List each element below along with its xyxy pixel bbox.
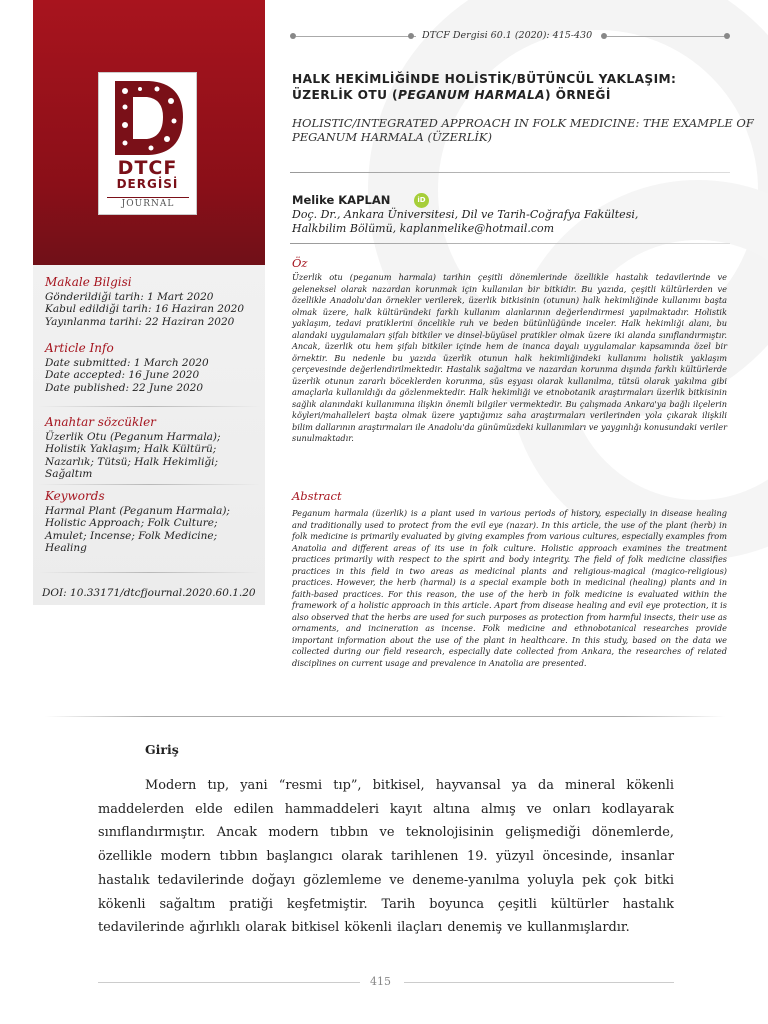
journal-logo (98, 72, 197, 215)
orcid-icon[interactable]: iD (414, 193, 429, 208)
abstract-heading: Abstract (292, 489, 342, 503)
logo-d-emblem (107, 77, 189, 157)
article-title (292, 71, 752, 103)
oz-text: Üzerlik otu (peganum harmala) tarihin çeşitli dönemlerinde özellikle hastalık tedavilerinde ve geleneksel olarak nazardan korunmak için kullanılan bir bitkidir. Bu yazıda, çeşitli kültürlerden ve özellikle Anadolu'dan örnekler verilerek, üzerlik bitkisinin (otunun) halk hekimliğinde kullanımı başta olmak üzere, halk kültüründeki farklı kullanım alanlarının değerlendirmesi yapılmaktadır. Holistik yaklaşım, tedavi pratiklerini öncelikle ruh ve beden bütünlüğünde inceler. Halk hekimliği alanı, bu alandaki uygulamaları şifalı bitkiler ve dinsel-büyüsel pratikler olmak üzere iki alanda sınıflandırmıştır. Ancak, üzerlik otu hem şifalı bitkiler içinde hem de inanca dayalı uygulamalar kapsamında özel bir örnektir. Bu nedenle bu yazıda üzerlik otunun halk hekimliğindeki kullanımı holistik yaklaşım çerçevesinde değerlendirilmektedir. Hastalık sağaltma ve nazardan korunma dışında farklı kültürlerde üzerlik otunun zararlı böceklerden korunma, süs eşyası olarak kullanılma, tütsü olarak yakılma gibi amaçlarla kullanıldığı da gözlenmektedir. Halk hekimliği ve etnobotanik araştırmaları üzerlik bitkisinin sağlık alanındaki kullanımına ilişkin önemli bilgiler vermektedir. Bu çalışmada Ankara'ya bağlı ilçelerin köyleri/mahalleleri başta olmak üzere yaptığımız saha araştırmaları verilerinden yola çıkarak ilişkili bilim dallarının araştırmaları ile Anadolu'da günümüzdeki kullanımları ve yaygınlığı konusundaki veriler sunulmaktadır. (292, 272, 727, 443)
author-affiliation (292, 208, 732, 235)
keywords-line: Healing (45, 542, 87, 554)
doi-link[interactable]: DOI: 10.33171/dtcfjournal.2020.60.1.20 (42, 587, 256, 599)
keywords-line: Holistic Approach; Folk Culture; (45, 517, 218, 529)
affiliation-line: Halkbilim Bölümü, kaplanmelike@hotmail.com (292, 221, 555, 235)
abstract-text: Peganum harmala (üzerlik) is a plant used in various periods of history, especially in disease healing and traditionally used to protect from the evil eye (nazar). In this article, the use of the plant (herb) in folk medicine is primarily evaluated by giving examples from various cultures, especially examples from Anatolia and different areas of its use in folk culture. Holistic approach examines the treatment practices primarily with respect to the spirit and body integrity. The field of folk medicine classifies practices in this field in two areas as medicinal plants and religious-magical (magico-religious) practices. However, the herb (harmal) is a special example both in medicinal (healing) plants and in faith-based practices. For this reason, the use of the herb in folk medicine is evaluated within the framework of a holistic approach in this article. Apart from disease healing and evil eye protection, it is also observed that the herbs are used for such purposes as protection from harmful insects, their use as ornaments, and incineration as incense. Folk medicine and ethnobotanical researches provide important information about the use of the plant in healthcare. In this study, based on the data we collected during our field research, especially date collected from Ankara, the researches of related disciplines on current usage and prevalence in Anatolia are presented. (292, 508, 727, 668)
header-rule-left (296, 36, 416, 37)
article-subtitle: HOLISTIC/INTEGRATED APPROACH IN FOLK MEDICINE: THE EXAMPLE OF PEGANUM HARMALA (ÜZERLİK) (292, 116, 754, 144)
author-divider (290, 243, 730, 244)
makale-bilgisi-line: Kabul edildiği tarih: 16 Haziran 2020 (45, 303, 245, 315)
anahtar-line: Nazarlık; Tütsü; Halk Hekimliği; (45, 455, 219, 468)
anahtar-line: Üzerlik Otu (Peganum Harmala); (45, 430, 221, 443)
sidebar-anahtar-sozcukler (45, 416, 260, 481)
logo-dergisi-text: DERGİSİ (116, 177, 179, 191)
title-part: ) ÖRNEĞİ (544, 88, 611, 102)
header-dot (408, 33, 414, 39)
page-number: 415 (370, 975, 391, 988)
title-italic-part: PEGANUM HARMALA (398, 88, 545, 102)
anahtar-line: Sağaltım (45, 468, 93, 480)
body-paragraph: Modern tıp, yani “resmi tıp”, bitkisel, hayvansal ya da mineral kökenli maddelerden elde edilen hammaddeleri kayıt altına almış ve onları kodlayarak sınıflandırmıştır. Ancak modern tıbbın ve teknolojisinin gelişmediği dönemlerde, özellikle modern tıbbın başlangıcı olarak tarihlenen 19. yüzyıl öncesinde, insanlar hastalık tedavilerinde doğayı gözlemleme ve deneme-yanılma yoluyla pek çok bitki kökenli sağaltım pratiği keşfetmiştir. Tarih boyunca çeşitli kültürler hastalık tedavilerinde ağırlıklı olarak bitkisel kökenli ilaçları denemiş ve kullanmışlardır. (98, 778, 674, 936)
article-info-heading: Article Info (45, 341, 114, 355)
affiliation-line: Doç. Dr., Ankara Üniversitesi, Dil ve Tarih-Coğrafya Fakültesi, (292, 208, 639, 221)
article-info-line: Date submitted: 1 March 2020 (45, 356, 209, 369)
article-info-line: Date published: 22 June 2020 (45, 381, 204, 394)
logo-dtcf-text: DTCF (117, 157, 178, 179)
footer-rule-left (98, 982, 360, 983)
keywords-line: Amulet; Incense; Folk Medicine; (45, 529, 218, 542)
sidebar-keywords (45, 490, 260, 555)
title-line-1: HALK HEKİMLİĞİNDE HOLİSTİK/BÜTÜNCÜL YAKLAŞIM: (292, 72, 677, 86)
author-name: Melike KAPLAN (292, 193, 391, 207)
title-part: ÜZERLİK OTU ( (292, 88, 399, 102)
sidebar-article-info (45, 342, 260, 394)
journal-reference: DTCF Dergisi 60.1 (2020): 415-430 (422, 30, 593, 41)
makale-bilgisi-line: Yayınlanma tarihi: 22 Haziran 2020 (45, 315, 235, 328)
header-rule-right (607, 36, 725, 37)
keywords-line: Harmal Plant (Peganum Harmala); (45, 504, 230, 517)
anahtar-heading: Anahtar sözcükler (45, 415, 156, 429)
title-line-2 (292, 87, 752, 103)
logo-journal-text: JOURNAL (107, 197, 189, 209)
sidebar-divider (38, 406, 260, 407)
sidebar-divider (38, 484, 260, 485)
section-divider (45, 716, 725, 717)
makale-bilgisi-heading: Makale Bilgisi (45, 275, 132, 289)
sidebar-makale-bilgisi (45, 276, 260, 328)
makale-bilgisi-line: Gönderildiği tarih: 1 Mart 2020 (45, 290, 214, 303)
section-heading-giris: Giriş (145, 742, 179, 757)
header-dot (724, 33, 730, 39)
keywords-heading: Keywords (45, 489, 105, 503)
anahtar-line: Holistik Yaklaşım; Halk Kültürü; (45, 443, 217, 455)
title-divider (290, 172, 730, 173)
footer-rule-right (404, 982, 674, 983)
article-info-line: Date accepted: 16 June 2020 (45, 369, 200, 381)
sidebar-divider (38, 572, 260, 573)
oz-heading: Öz (292, 256, 308, 270)
